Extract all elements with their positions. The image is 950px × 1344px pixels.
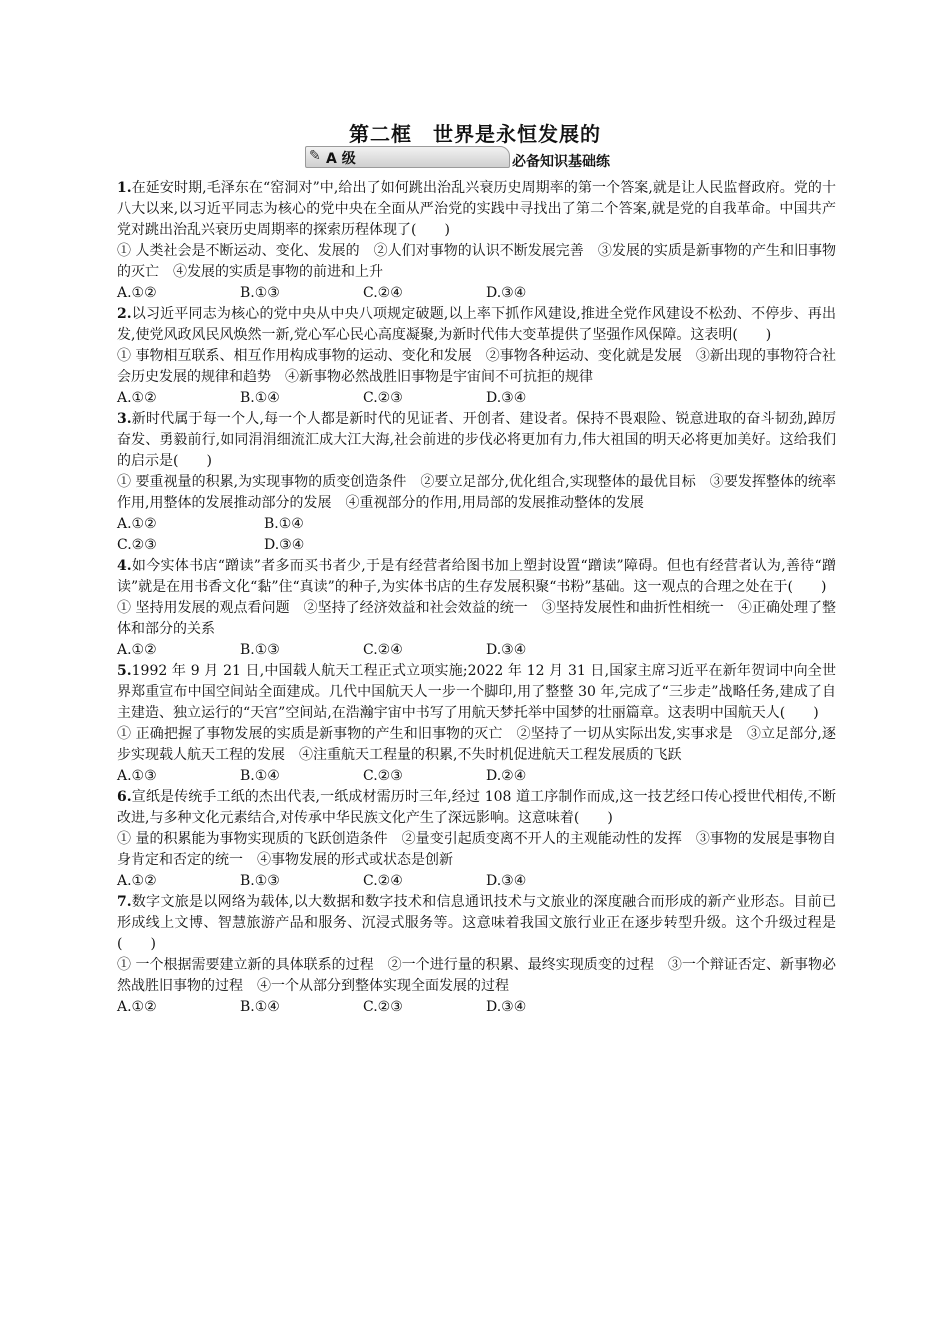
question-stem: 数字文旅是以网络为载体,以大数据和数字技术和信息通讯技术与文旅业的深度融合而形成的新产业形态。目前已形成线上文博、智慧旅游产品和服务、沉浸式服务等。这意味着我国文旅行业正在逐步转型升级。这个升级过程是( ): [117, 894, 836, 952]
level-badge-label: A 级: [326, 151, 356, 167]
question-number: 3.: [117, 411, 132, 427]
option-a[interactable]: A.①②: [117, 516, 157, 532]
option-d[interactable]: D.③④: [486, 873, 527, 889]
option-a[interactable]: A.①②: [117, 873, 157, 889]
option-c[interactable]: C.②④: [363, 873, 403, 889]
option-c[interactable]: C.②③: [117, 537, 157, 553]
answer-options: [117, 997, 836, 1018]
question-statements: ① 坚持用发展的观点看问题 ②坚持了经济效益和社会效益的统一 ③坚持发展性和曲折性相统一 ④正确处理了整体和部分的关系: [117, 600, 836, 637]
page-title: 第二框 世界是永恒发展的: [349, 122, 601, 146]
question-number: 7.: [117, 894, 132, 910]
answer-options: [117, 535, 836, 556]
option-b[interactable]: B.①④: [240, 390, 280, 406]
option-a[interactable]: A.①②: [117, 285, 157, 301]
question-stem: 在延安时期,毛泽东在“窑洞对”中,给出了如何跳出治乱兴衰历史周期率的第一个答案,就是让人民监督政府。党的十八大以来,以习近平同志为核心的党中央在全面从严治党的实践中寻找出了第二个答案,就是党的自我革命。中国共产党对跳出治乱兴衰历史周期率的探索历程体现了( ): [117, 180, 836, 238]
option-c[interactable]: C.②③: [363, 390, 403, 406]
question-statements: ① 人类社会是不断运动、变化、发展的 ②人们对事物的认识不断发展完善 ③发展的实质是新事物的产生和旧事物的灭亡 ④发展的实质是事物的前进和上升: [117, 243, 836, 280]
question-statements: ① 一个根据需要建立新的具体联系的过程 ②一个进行量的积累、最终实现质变的过程 ③一个辩证否定、新事物必然战胜旧事物的过程 ④一个从部分到整体实现全面发展的过程: [117, 957, 836, 994]
question-statements: ① 要重视量的积累,为实现事物的质变创造条件 ②要立足部分,优化组合,实现整体的最优目标 ③要发挥整体的统率作用,用整体的发展推动部分的发展 ④重视部分的作用,用局部的发展推动整体的发展: [117, 474, 836, 511]
level-badge: [305, 146, 510, 168]
option-d[interactable]: D.③④: [486, 285, 527, 301]
question-stem: 宣纸是传统手工纸的杰出代表,一纸成材需历时三年,经过 108 道工序制作而成,这一技艺经口传心授世代相传,不断改进,与多种文化元素结合,对传承中华民族文化产生了深远影响。这意味着( ): [117, 789, 836, 826]
option-d[interactable]: D.②④: [486, 768, 527, 784]
option-b[interactable]: B.①④: [264, 516, 304, 532]
question-1: [117, 178, 836, 241]
question-3: [117, 409, 836, 472]
option-d[interactable]: D.③④: [264, 537, 305, 553]
option-b[interactable]: B.①④: [240, 768, 280, 784]
question-number: 5.: [117, 663, 132, 679]
option-c[interactable]: C.②④: [363, 642, 403, 658]
question-statements: ① 正确把握了事物发展的实质是新事物的产生和旧事物的灭亡 ②坚持了一切从实际出发,实事求是 ③立足部分,逐步实现载人航天工程的发展 ④注重航天工程量的积累,不失时机促进航天工程发展质的飞跃: [117, 726, 836, 763]
option-c[interactable]: C.②③: [363, 999, 403, 1015]
section-label: 必备知识基础练: [512, 154, 610, 170]
option-b[interactable]: B.①③: [240, 873, 280, 889]
pencil-icon: ✎: [309, 148, 321, 164]
question-stem: 1992 年 9 月 21 日,中国载人航天工程正式立项实施;2022 年 12 月 31 日,国家主席习近平在新年贺词中向全世界郑重宣布中国空间站全面建成。几代中国航天人一步一个脚印,用了整整 30 年,完成了“三步走”战略任务,建成了自主建造、独立运行的“天宫”空间站,在浩瀚宇宙中书写了用航天梦托举中国梦的壮丽篇章。这表明中国航天人( ): [117, 663, 836, 721]
answer-options: [117, 283, 836, 304]
answer-options: [117, 766, 836, 787]
question-4: [117, 556, 836, 598]
option-a[interactable]: A.①②: [117, 642, 157, 658]
option-b[interactable]: B.①③: [240, 285, 280, 301]
answer-options: [117, 871, 836, 892]
option-d[interactable]: D.③④: [486, 642, 527, 658]
question-number: 2.: [117, 306, 132, 322]
question-number: 6.: [117, 789, 132, 805]
question-6: [117, 787, 836, 829]
question-list: [117, 178, 836, 1018]
question-number: 1.: [117, 180, 132, 196]
question-stem: 如今实体书店“蹭读”者多而买书者少,于是有经营者给图书加上塑封设置“蹭读”障碍。但也有经营者认为,善待“蹭读”就是在用书香文化“黏”住“真读”的种子,为实体书店的生存发展积聚“书粉”基础。这一观点的合理之处在于( ): [117, 558, 836, 595]
option-d[interactable]: D.③④: [486, 999, 527, 1015]
question-stem: 以习近平同志为核心的党中央从中央八项规定破题,以上率下抓作风建设,推进全党作风建设不松劲、不停步、再出发,使党风政风民风焕然一新,党心军心民心高度凝聚,为新时代伟大变革提供了坚强作风保障。这表明( ): [117, 306, 836, 343]
option-a[interactable]: A.①②: [117, 390, 157, 406]
option-c[interactable]: C.②③: [363, 768, 403, 784]
option-b[interactable]: B.①④: [240, 999, 280, 1015]
answer-options: [117, 388, 836, 409]
question-statements: ① 量的积累能为事物实现质的飞跃创造条件 ②量变引起质变离不开人的主观能动性的发挥 ③事物的发展是事物自身肯定和否定的统一 ④事物发展的形式或状态是创新: [117, 831, 836, 868]
question-5: [117, 661, 836, 724]
question-statements: ① 事物相互联系、相互作用构成事物的运动、变化和发展 ②事物各种运动、变化就是发展 ③新出现的事物符合社会历史发展的规律和趋势 ④新事物必然战胜旧事物是宇宙间不可抗拒的规律: [117, 348, 836, 385]
option-d[interactable]: D.③④: [486, 390, 527, 406]
answer-options: [117, 640, 836, 661]
question-7: [117, 892, 836, 955]
question-number: 4.: [117, 558, 132, 574]
question-stem: 新时代属于每一个人,每一个人都是新时代的见证者、开创者、建设者。保持不畏艰险、锐意进取的奋斗韧劲,踔厉奋发、勇毅前行,如同涓涓细流汇成大江大海,社会前进的步伐必将更加有力,伟大祖国的明天必将更加美好。这给我们的启示是( ): [117, 411, 836, 469]
answer-options: [117, 514, 836, 535]
option-b[interactable]: B.①③: [240, 642, 280, 658]
option-c[interactable]: C.②④: [363, 285, 403, 301]
option-a[interactable]: A.①③: [117, 768, 157, 784]
question-2: [117, 304, 836, 346]
option-a[interactable]: A.①②: [117, 999, 157, 1015]
